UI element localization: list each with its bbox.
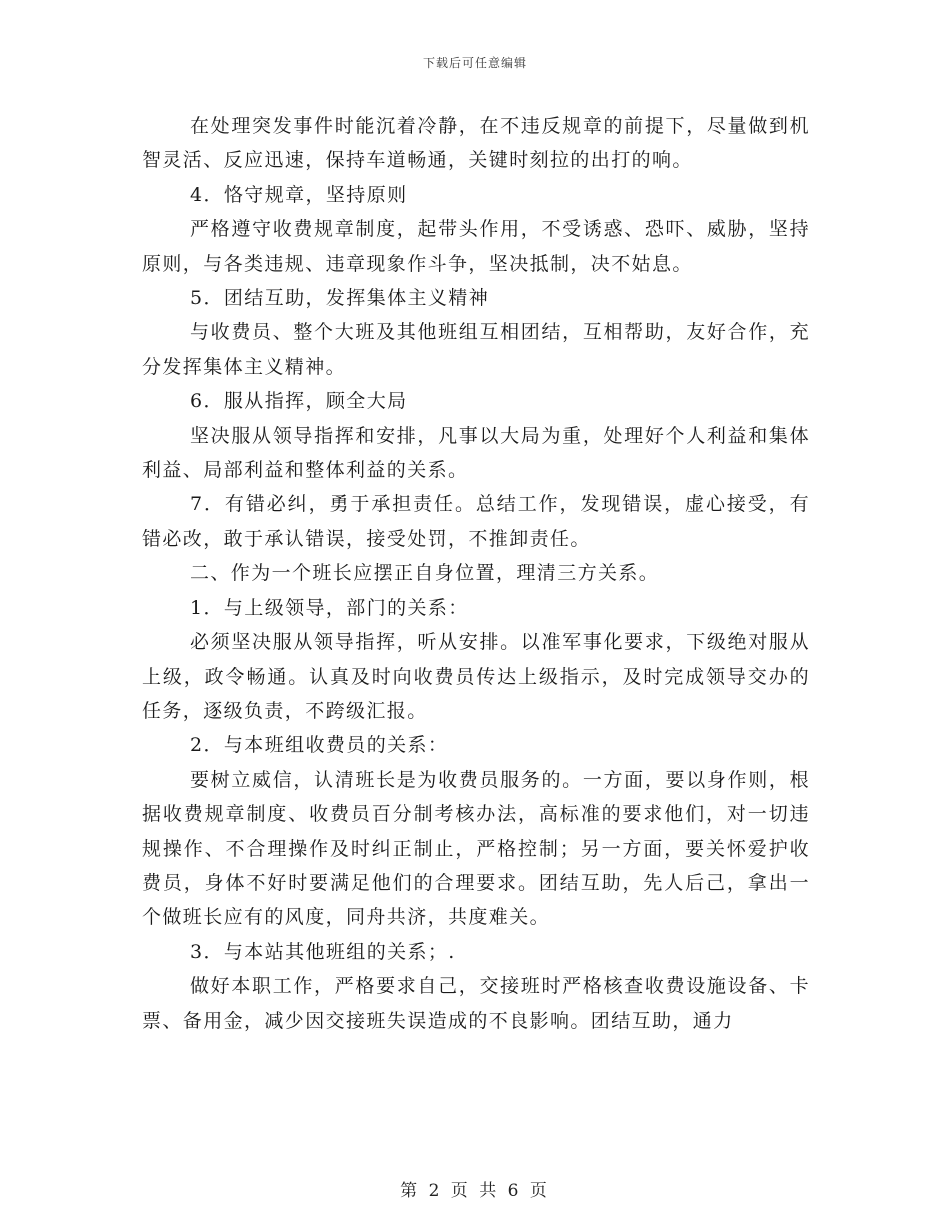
section-heading: 5．团结互助，发挥集体主义精神 <box>190 287 490 310</box>
section-heading: 1．与上级领导，部门的关系： <box>190 596 469 619</box>
paragraph: 坚决服从领导指挥和安排，凡事以大局为重，处理好个人利益和集体利益、局部利益和整体利益的关系。 <box>142 424 810 482</box>
section-heading: 6．服从指挥，顾全大局 <box>190 390 408 413</box>
page-header: 下载后可任意编辑 <box>422 56 527 70</box>
paragraph: 严格遵守收费规章制度，起带头作用，不受诱惑、恐吓、威胁，坚持原则，与各类违规、违章现象作斗争，坚决抵制，决不姑息。 <box>142 218 810 275</box>
section-heading: 二、作为一个班长应摆正自身位置，理清三方关系。 <box>190 562 660 585</box>
paragraph: 要树立威信，认清班长是为收费员服务的。一方面，要以身作则，根据收费规章制度、收费员百分制考核办法，高标准的要求他们，对一切违规操作、不合理操作及时纠正制止，严格控制；另一方面，要关怀爱护收费员，身体不好时要满足他们的合理要求。团结互助，先人后己，拿出一个做班长应有的风度，同舟共济，共度难关。 <box>142 768 810 929</box>
document-body <box>142 109 810 1038</box>
paragraph: 做好本职工作，严格要求自己，交接班时严格核查收费设施设备、卡票、备用金，减少因交接班失误造成的不良影响。团结互助，通力 <box>142 975 810 1032</box>
page-footer: 第 2 页 共 6 页 <box>400 1181 550 1201</box>
section-heading: 2．与本班组收费员的关系： <box>190 734 449 757</box>
section-heading: 4．恪守规章，坚持原则 <box>190 183 408 206</box>
paragraph: 与收费员、整个大班及其他班组互相团结，互相帮助，友好合作，充分发挥集体主义精神。 <box>142 321 810 378</box>
paragraph: 在处理突发事件时能沉着冷静，在不违反规章的前提下，尽量做到机智灵活、反应迅速，保持车道畅通，关键时刻拉的出打的响。 <box>142 115 810 172</box>
paragraph: 必须坚决服从领导指挥，听从安排。以准军事化要求，下级绝对服从上级，政令畅通。认真及时向收费员传达上级指示，及时完成领导交办的任务，逐级负责，不跨级汇报。 <box>142 631 810 722</box>
paragraph: 7．有错必纠，勇于承担责任。总结工作，发现错误，虚心接受，有错必改，敢于承认错误，接受处罚，不推卸责任。 <box>142 493 810 550</box>
section-heading: 3．与本站其他班组的关系；. <box>190 940 456 963</box>
